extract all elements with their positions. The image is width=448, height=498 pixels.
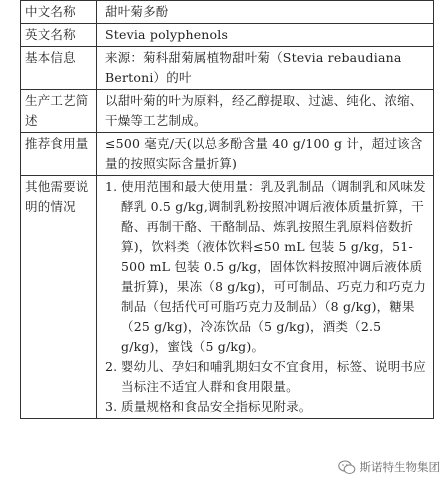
list-number: 1. — [105, 179, 118, 194]
row-label: 其他需要说明的情况 — [21, 176, 97, 419]
list-number: 2. — [105, 359, 118, 374]
row-label: 中文名称 — [21, 1, 97, 24]
list-text: 婴幼儿、孕妇和哺乳期妇女不宜食用，标签、说明书应当标注不适宜人群和食用限量。 — [121, 359, 426, 394]
table-row — [21, 47, 434, 90]
row-label: 英文名称 — [21, 24, 97, 47]
document-sheet — [20, 0, 434, 498]
table-row — [21, 176, 434, 419]
watermark-text: 斯诺特生物集团 — [359, 460, 440, 474]
row-value: 甜叶菊多酚 — [97, 1, 434, 24]
list-item — [105, 397, 429, 417]
table-row — [21, 24, 434, 47]
list-item — [105, 357, 429, 397]
list-item — [105, 177, 429, 357]
info-table — [20, 0, 434, 419]
table-row — [21, 90, 434, 133]
row-value: ≤500 毫克/天(以总多酚含量 40 g/100 g 计，超过该含量的按照实际含量折算) — [97, 133, 434, 176]
row-label: 基本信息 — [21, 47, 97, 90]
wechat-icon — [338, 460, 356, 475]
list-number: 3. — [105, 399, 118, 414]
row-value: 来源：菊科甜菊属植物甜叶菊（Stevia rebaudiana Bertoni）的叶 — [97, 47, 434, 90]
list-text: 使用范围和最大使用量：乳及乳制品（调制乳和风味发酵乳 0.5 g/kg,调制乳粉按照冲调后液体质量折算，干酪、再制干酪、干酪制品、炼乳按照生乳原料倍数折算)，饮料类（液体饮料≤50 mL 包装 5 g/kg，51-500 mL 包装 0.5 g/kg，固体饮料按照冲调后液体质量折算)，果冻（8 g/kg)，可可制品、巧克力和巧克力制品（包括代可可脂巧克力及制品）（8 g/kg)，糖果（25 g/kg)，冷冻饮品（5 g/kg)，酒类（2.5 g/kg)，蜜饯（5 g/kg)。 — [121, 179, 427, 354]
row-label: 推荐食用量 — [21, 133, 97, 176]
row-value: Stevia polyphenols — [97, 24, 434, 47]
numbered-list — [105, 177, 429, 417]
list-text: 质量规格和食品安全指标见附录。 — [121, 399, 312, 414]
table-row — [21, 133, 434, 176]
row-label: 生产工艺简述 — [21, 90, 97, 133]
row-value — [97, 176, 434, 419]
watermark — [335, 456, 441, 478]
row-value: 以甜叶菊的叶为原料，经乙醇提取、过滤、纯化、浓缩、干燥等工艺制成。 — [97, 90, 434, 133]
table-row — [21, 1, 434, 24]
